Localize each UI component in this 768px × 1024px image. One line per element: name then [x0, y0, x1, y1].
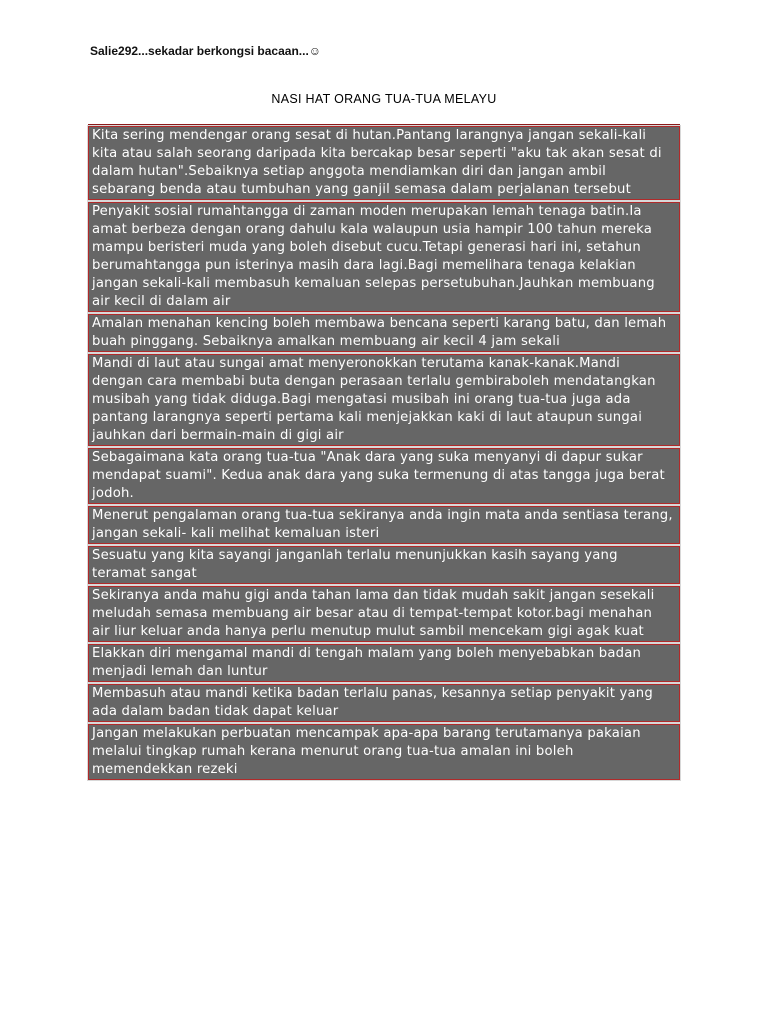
- advice-item-8: Sekiranya anda mahu gigi anda tahan lama dan tidak mudah sakit jangan sesekali meludah semasa membuang air besar atau di tempat-tempat kotor.bagi menahan air liur keluar anda hanya perlu menutup mulut sambil mencekam gigi agak kuat: [88, 586, 680, 642]
- advice-item-1: Kita sering mendengar orang sesat di hutan.Pantang larangnya jangan sekali-kali kita atau salah seorang daripada kita bercakap besar seperti "aku tak akan sesat di dalam hutan".Sebaiknya setiap anggota mendiamkan diri dan jangan ambil sebarang benda atau tumbuhan yang ganjil semasa dalam perjalanan tersebut: [88, 126, 680, 200]
- advice-item-10: Membasuh atau mandi ketika badan terlalu panas, kesannya setiap penyakit yang ada dalam badan tidak dapat keluar: [88, 684, 680, 722]
- advice-item-5: Sebagaimana kata orang tua-tua "Anak dara yang suka menyanyi di dapur sukar mendapat suami". Kedua anak dara yang suka termenung di atas tangga juga berat jodoh.: [88, 448, 680, 504]
- advice-item-3: Amalan menahan kencing boleh membawa bencana seperti karang batu, dan lemah buah pinggang. Sebaiknya amalkan membuang air kecil 4 jam sekali: [88, 314, 680, 352]
- header-note: Salie292...sekadar berkongsi bacaan...☺: [90, 44, 322, 58]
- advice-item-4: Mandi di laut atau sungai amat menyeronokkan terutama kanak-kanak.Mandi dengan cara membabi buta dengan perasaan terlalu gembiraboleh mendatangkan musibah yang tidak diduga.Bagi mengatasi musibah ini orang tua-tua juga ada pantang larangnya seperti pertama kali menjejakkan kaki di laut ataupun sungai jauhkan dari bermain-main di gigi air: [88, 354, 680, 446]
- advice-item-9: Elakkan diri mengamal mandi di tengah malam yang boleh menyebabkan badan menjadi lemah dan luntur: [88, 644, 680, 682]
- advice-item-11: Jangan melakukan perbuatan mencampak apa-apa barang terutamanya pakaian melalui tingkap rumah kerana menurut orang tua-tua amalan ini boleh memendekkan rezeki: [88, 724, 680, 780]
- advice-item-7: Sesuatu yang kita sayangi janganlah terlalu menunjukkan kasih sayang yang teramat sangat: [88, 546, 680, 584]
- advice-table: [88, 124, 680, 782]
- advice-item-6: Menerut pengalaman orang tua-tua sekiranya anda ingin mata anda sentiasa terang, jangan sekali- kali melihat kemaluan isteri: [88, 506, 680, 544]
- document-title: NASI HAT ORANG TUA-TUA MELAYU: [271, 92, 497, 106]
- advice-item-2: Penyakit sosial rumahtangga di zaman moden merupakan lemah tenaga batin.Ia amat berbeza dengan orang dahulu kala walaupun usia hampir 100 tahun mereka mampu beristeri muda yang boleh disebut cucu.Tetapi generasi hari ini, setahun berumahtangga pun isterinya masih dara lagi.Bagi memelihara tenaga kelakian jangan sekali-kali membasuh kemaluan selepas persetubuhan.Jauhkan membuang air kecil di dalam air: [88, 202, 680, 312]
